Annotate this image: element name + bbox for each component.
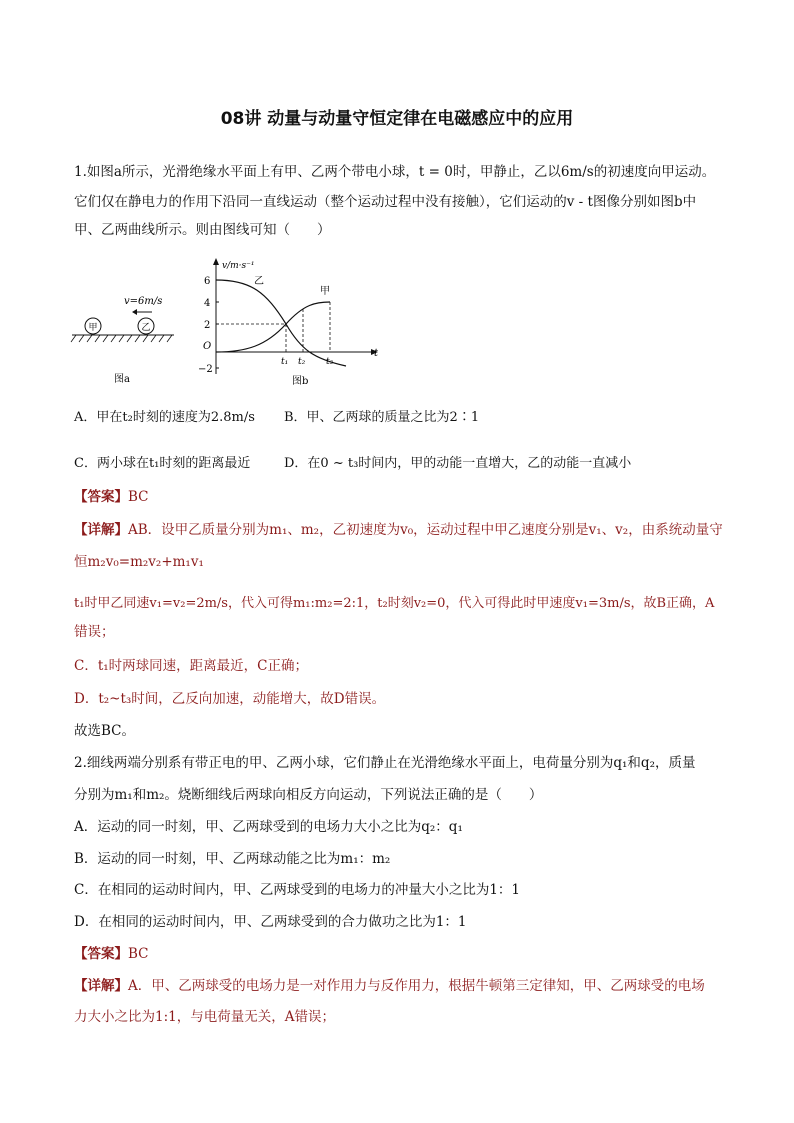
figure-b bbox=[196, 254, 386, 388]
y-axis-arrow-icon bbox=[213, 258, 219, 265]
q1-option-a: A．甲在t₂时刻的速度为2.8m/s bbox=[74, 410, 255, 425]
q2-detail-line2: 力大小之比为1:1，与电荷量无关，A错误； bbox=[74, 1009, 335, 1025]
x-axis-label: t bbox=[374, 348, 379, 359]
q1-stem-line3: 甲、乙两曲线所示。则由图线可知（ ） bbox=[74, 222, 331, 238]
curve-jia bbox=[216, 302, 330, 352]
q1-answer-value: BC bbox=[128, 489, 149, 505]
curve-yi-label: 乙 bbox=[254, 276, 264, 287]
fig-a-velocity: v=6m/s bbox=[124, 296, 163, 307]
q2-option-a: A．运动的同一时刻，甲、乙两球受到的电场力大小之比为q₂：q₁ bbox=[74, 819, 463, 835]
ground-hatch bbox=[71, 335, 172, 342]
q2-detail-text1: A．甲、乙两球受的电场力是一对作用力与反作用力，根据牛顿第三定律知，甲、乙两球受的电场 bbox=[128, 978, 705, 994]
y-tick-2: 2 bbox=[204, 320, 211, 331]
q2-stem-line1: 2.细线两端分别系有带正电的甲、乙两小球，它们静止在光滑绝缘水平面上，电荷量分别为q₁和q₂，质量 bbox=[74, 755, 696, 771]
ball-jia-label: 甲 bbox=[88, 323, 98, 333]
q1-detail-line5: C．t₁时两球同速，距离最近，C正确； bbox=[74, 658, 308, 674]
q1-stem-line2: 它们仅在静电力的作用下沿同一直线运动（整个运动过程中没有接触），它们运动的v - t图像分别如图b中 bbox=[74, 194, 697, 210]
q1-option-c: C．两小球在t₁时刻的距离最近 bbox=[74, 456, 251, 471]
y-tick-4: 4 bbox=[204, 298, 211, 309]
q1-detail-line3: t₁时甲乙同速v₁=v₂=2m/s，代入可得m₁:m₂=2:1，t₂时刻v₂=0，代入可得此时甲速度v₁=3m/s，故B正确，A bbox=[74, 596, 715, 611]
q2-option-b: B．运动的同一时刻，甲、乙两球动能之比为m₁：m₂ bbox=[74, 851, 391, 867]
q1-detail-line2: 恒m₂v₀=m₂v₂+m₁v₁ bbox=[74, 554, 204, 570]
q2-option-d: D．在相同的运动时间内，甲、乙两球受到的合力做功之比为1：1 bbox=[74, 914, 467, 930]
q1-answer-tag: 【答案】 bbox=[74, 489, 128, 505]
fig-b-caption: 图b bbox=[292, 376, 309, 387]
x-tick-t3: t₃ bbox=[326, 357, 334, 367]
page-title: 08讲 动量与动量守恒定律在电磁感应中的应用 bbox=[220, 109, 574, 129]
y-tick-6: 6 bbox=[204, 276, 211, 287]
curve-jia-label: 甲 bbox=[320, 286, 330, 297]
q2-stem-line2: 分别为m₁和m₂。烧断细线后两球向相反方向运动，下列说法正确的是（ ） bbox=[74, 787, 543, 803]
q2-detail-line1 bbox=[74, 976, 734, 996]
q1-detail-tag: 【详解】 bbox=[74, 522, 128, 538]
q1-detail-line6: D．t₂~t₃时间，乙反向加速，动能增大，故D错误。 bbox=[74, 691, 386, 707]
q2-option-c: C．在相同的运动时间内，甲、乙两球受到的电场力的冲量大小之比为1：1 bbox=[74, 882, 521, 898]
q1-answer bbox=[74, 487, 734, 507]
origin-label: O bbox=[203, 341, 212, 352]
x-tick-t2: t₂ bbox=[298, 357, 306, 367]
q1-option-d: D．在0 ~ t₃时间内，甲的动能一直增大，乙的动能一直减小 bbox=[284, 456, 632, 471]
q2-answer-tag: 【答案】 bbox=[74, 946, 128, 962]
q1-conclusion: 故选BC。 bbox=[74, 723, 136, 739]
y-axis-label: v/m·s⁻¹ bbox=[222, 261, 255, 271]
q1-option-b: B．甲、乙两球的质量之比为2∶1 bbox=[284, 410, 480, 425]
q1-detail-line4: 错误； bbox=[74, 624, 115, 640]
x-tick-t1: t₁ bbox=[281, 357, 289, 367]
ball-yi-label: 乙 bbox=[141, 323, 151, 333]
q1-detail-text1: AB．设甲乙质量分别为m₁、m₂，乙初速度为v₀，运动过程中甲乙速度分别是v₁、v₂，由系统动量守 bbox=[128, 522, 723, 538]
q1-detail-line1 bbox=[74, 520, 734, 540]
q2-detail-tag: 【详解】 bbox=[74, 978, 128, 994]
fig-a-caption: 图a bbox=[114, 374, 130, 385]
arrow-head-icon bbox=[132, 309, 137, 315]
q1-stem-line1: 1.如图a所示，光滑绝缘水平面上有甲、乙两个带电小球，t = 0时，甲静止，乙以6m/s的初速度向甲运动。 bbox=[74, 164, 716, 180]
q2-answer-value: BC bbox=[128, 946, 149, 962]
figure-a bbox=[70, 290, 180, 390]
q2-answer bbox=[74, 944, 734, 964]
y-tick-neg2: −2 bbox=[198, 364, 213, 375]
